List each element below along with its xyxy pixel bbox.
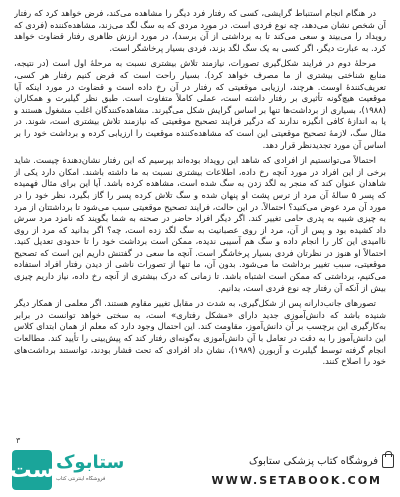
paragraph-3: احتمالاً می‌توانستیم از افرادی که شاهد این رویداد بوده‌اند بپرسیم که این رفتار نشان‌دهندهٔ چیست. شاید برخی از این افراد در مورد آنچه رخ داده، اطلاعات بیشتری نسبت به ما داشته باشند. امکان دارد یکی از شاهدان عنوان کند که منجر به لگد زدن به سگ شده است، مشاهده کرده باشد. آیا این برای مثال فهمیده که پسر ۵ سالهٔ آن مرد از ترس پشت او پنهان شده و سگ تلاش کرده پسر را گاز بگیرد، نظر خود را در مورد آن مرد عوض می‌کنید؟ احتمالاً. در این حالت، فرایند تصحیح موقعیتی سبب می‌شود تا برداشتتان از مرد به چیزی شبیه به پدری حامی تغییر کند. اگر دیگر افراد حاضر در صحنه به شما بگویند که نامزد مرد سرش داد کشیده بود و پس از آن، مرد از روی عصبانیت به سگ لگد زده است، چه؟ اگر بدانید که مرد از روی ناامیدی این کار را انجام داده و سگ هم آسیبی ندیده، ممکن است برداشت خود را تا حدودی تعدیل کنید. احتمالاً او هنوز در نظرتان فردی بسیار پرخاشگر است. آنچه ما سعی در گفتنش داریم این است که تصحیح موقعیتی، سبب تغییر برداشت ما می‌شود. بدون آن، ما تنها از تصورات ناشی از دیدن رفتار افراد استفاده می‌کنیم، برداشتی که ممکن است اشتباه باشد. تا زمانی که درک بیشتری از آنچه رخ داده، نیاز داریم چیزی بیش از آنکه آن رفتار چه نوع فردی است، بدانیم. xyxy=(14,155,386,293)
logo-tagline: فروشگاه اینترنتی کتاب xyxy=(56,476,106,482)
setabook-logo[interactable] xyxy=(9,450,132,490)
logo-mark-icon: ست xyxy=(12,450,52,490)
paragraph-2: مرحلهٔ دوم در فرایند شکل‌گیری تصورات، نیازمند تلاش بیشتری نسبت به مرحلهٔ اول است (در نتیجه، منابع شناختی بیشتری از ما مصرف خواهد کرد). بسیار راحت است که فرض کنیم رفتار هر کسی، تعریف‌کنندهٔ اوست. هرچند، ارزیابی موقعیتی که رفتار در آن رخ داده است و قضاوت در مورد اینکه آیا موقعیت هیچ‌گونه تأثیری بر رفتار داشته است، عملی کاملاً متفاوت است. طبق نظر گیلبرت و همکاران (۱۹۸۸)، بسیاری از برداشت‌ها تنها بر اساس گرایش شکل می‌گیرند. مشاهده‌کنندگان اغلب مشغول هستند و یا به اندازهٔ کافی انگیزه ندارند که درگیر فرایند تصحیح موقعیتی که نیازمند تلاش بیشتری است، شوند. در مثال سگ، لازمهٔ تصحیح موقعیتی این است که مشاهده‌کننده موقعیت را ارزیابی کرده و برداشت خود را بر اساس آن مورد تجدیدنظر قرار دهد. xyxy=(14,58,386,150)
paragraph-1: در هنگام انجام استنباط گرایشی، کسی که رفتار فرد دیگر را مشاهده می‌کند، فرض خواهد کرد که رفتار آن شخص نشان می‌دهد، چه نوع فردی است. در مورد مردی که به سگ لگد می‌زند، مشاهده‌کننده (فردی که رویداد را می‌بیند و سعی می‌کند تا به برداشتی از آن برسد)، در مورد ارزش ظاهری رفتار قضاوت خواهد کرد. به عبارت دیگر، اگر کسی به یک سگ لگد بزند، فردی بسیار پرخاشگر است. xyxy=(14,8,386,53)
paragraph-4: تصورهای جانب‌دارانه پس از شکل‌گیری، به شدت در مقابل تغییر مقاوم هستند. اگر معلمی از همکار دیگر شنیده باشد که دانش‌آموزی جدید دارای «مشکل رفتاری» است، به سختی خواهد توانست در برابر به‌کارگیری این برچسب بر آن دانش‌آموز، مقاومت کند. این احتمال وجود دارد که معلم از همان ابتدای کلاس این دانش‌آموز را به دقت در تعامل با آن دانش‌آموزی به‌گونه‌ای رفتار کند که پیش‌بینی را تأیید کند. مطالعات انجام گرفته توسط گیلبرت و آزبورن (۱۹۸۹)، نشان داد افرادی که تحت فشار بودند، توانستند برداشت‌های خود را اصلاح کنند. xyxy=(14,298,386,367)
publisher-footer xyxy=(0,446,400,497)
logo-wordmark: ستابوک xyxy=(56,452,125,473)
shopping-bag-icon xyxy=(382,454,394,468)
body-text xyxy=(14,8,386,440)
page-number: ۳ xyxy=(16,436,21,445)
store-url-link[interactable]: WWW.SETABOOK.COM xyxy=(211,474,382,487)
store-name: فروشگاه کتاب پزشکی ستابوک xyxy=(249,456,378,467)
